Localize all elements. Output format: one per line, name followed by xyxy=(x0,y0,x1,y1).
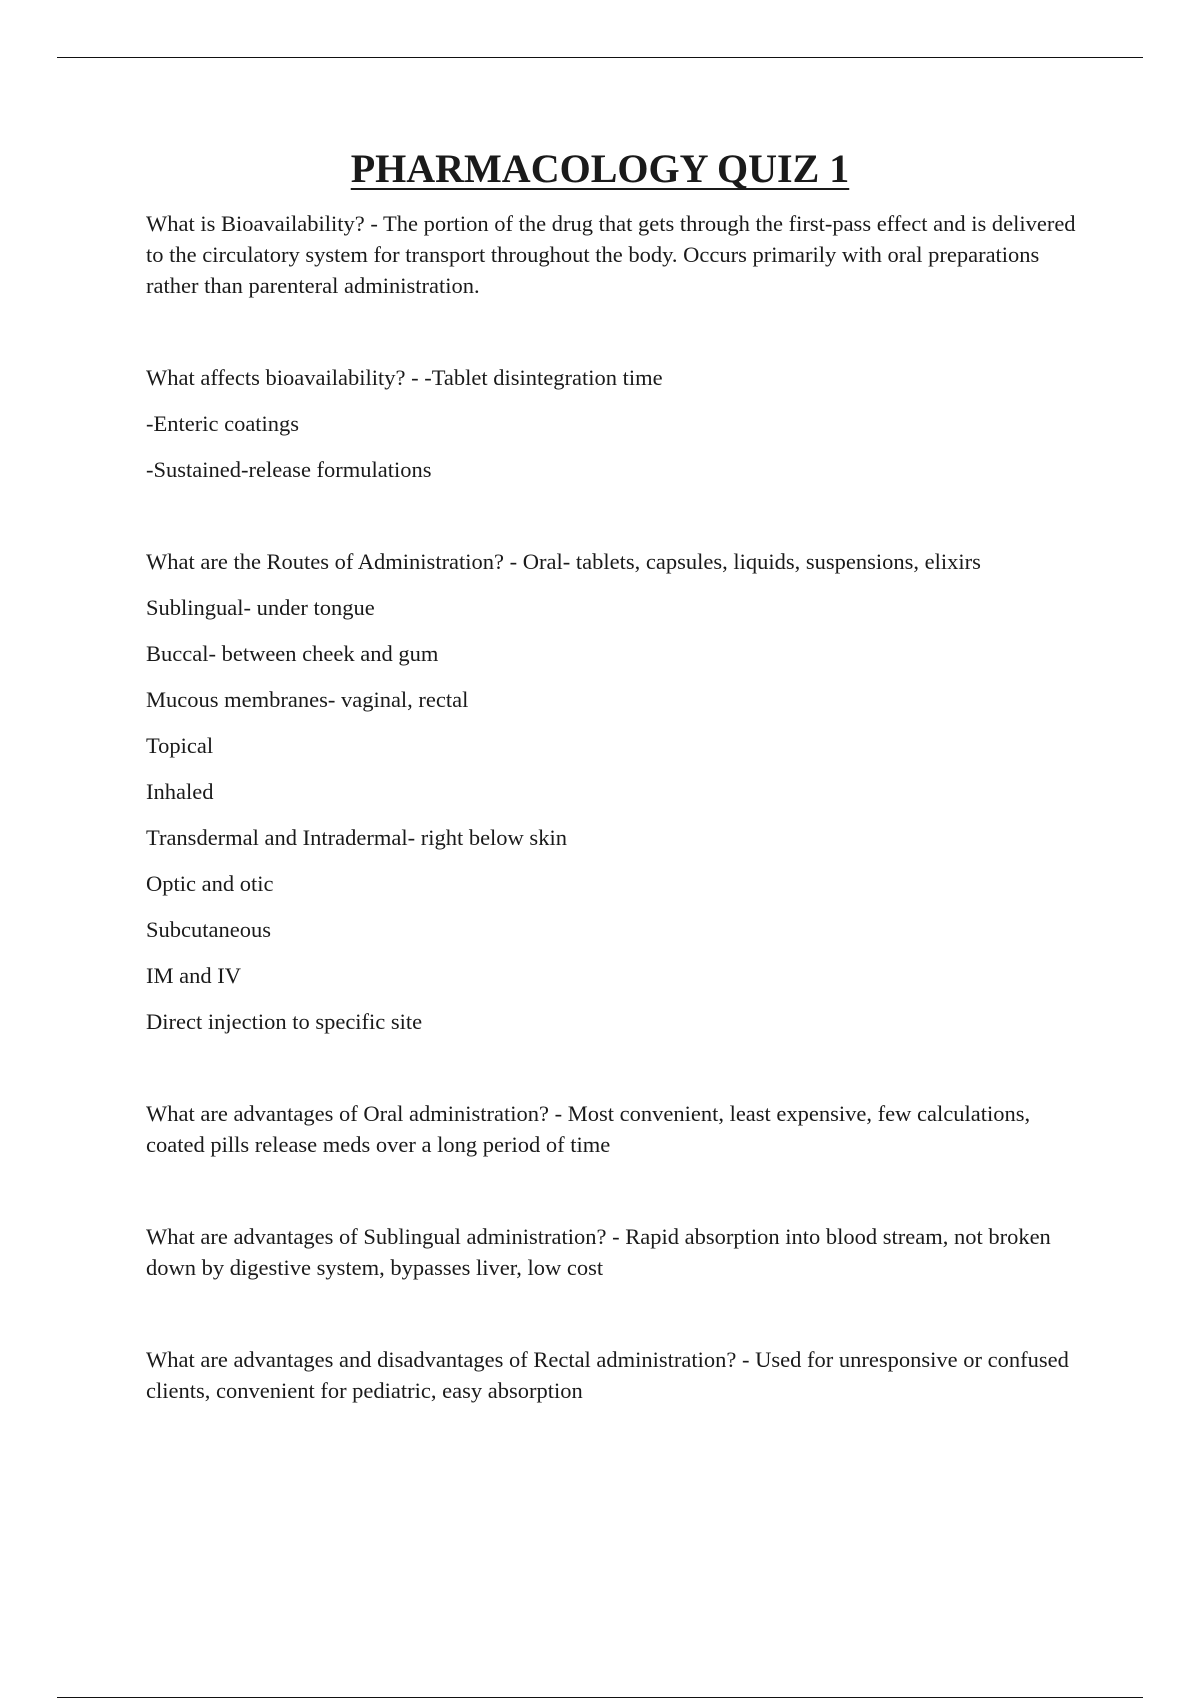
answer-line: Subcutaneous xyxy=(146,917,271,942)
qa-item xyxy=(146,1221,1086,1283)
bottom-rule xyxy=(57,1697,1143,1698)
qa-question-answer: What is Bioavailability? - The portion of the drug that gets through the first-pass effect and is delivered to the circulatory system for transport throughout the body. Occurs primarily with oral preparations rather than parenteral administration. xyxy=(146,211,1076,298)
answer-text: -Tablet disintegration time xyxy=(424,365,663,390)
qa-question-answer: What are advantages of Sublingual administration? - Rapid absorption into blood stream, not broken down by digestive system, bypasses liver, low cost xyxy=(146,1224,1051,1280)
qa-item xyxy=(146,208,1086,301)
question-text: What is Bioavailability? xyxy=(146,211,365,236)
answer-line: Mucous membranes- vaginal, rectal xyxy=(146,687,469,712)
question-text: What are advantages of Oral administration? xyxy=(146,1101,549,1126)
answer-text: Oral- tablets, capsules, liquids, suspensions, elixirs xyxy=(522,549,981,574)
answer-line: -Sustained-release formulations xyxy=(146,457,432,482)
qa-question-answer: What are advantages and disadvantages of Rectal administration? - Used for unresponsive or confused clients, convenient for pediatric, easy absorption xyxy=(146,1347,1069,1403)
answer-line: Buccal- between cheek and gum xyxy=(146,641,439,666)
question-text: What affects bioavailability? xyxy=(146,365,406,390)
question-text: What are advantages of Sublingual administration? xyxy=(146,1224,607,1249)
top-rule xyxy=(57,57,1143,58)
qa-question-answer: What are the Routes of Administration? - Oral- tablets, capsules, liquids, suspensions, elixirs xyxy=(146,549,981,574)
answer-text: Used for unresponsive or confused clients, convenient for pediatric, easy absorption xyxy=(146,1347,1069,1403)
answer-line: -Enteric coatings xyxy=(146,411,300,436)
qa-question-answer: What affects bioavailability? - -Tablet disintegration time xyxy=(146,365,663,390)
qa-item xyxy=(146,362,1086,485)
answer-line: Direct injection to specific site xyxy=(146,1009,423,1034)
qa-list xyxy=(146,208,1086,1406)
page-title: PHARMACOLOGY QUIZ 1 xyxy=(350,146,850,191)
answer-line: Optic and otic xyxy=(146,871,274,896)
answer-text: The portion of the drug that gets through the first-pass effect and is delivered to the circulatory system for transport throughout the body. Occurs primarily with oral preparations rather than parenteral administration. xyxy=(146,211,1076,298)
answer-text: Most convenient, least expensive, few calculations, coated pills release meds over a long period of time xyxy=(146,1101,1031,1157)
answer-line: IM and IV xyxy=(146,963,241,988)
qa-item xyxy=(146,546,1086,1037)
answer-line: Topical xyxy=(146,733,214,758)
answer-line: Sublingual- under tongue xyxy=(146,595,375,620)
answer-line: Transdermal and Intradermal- right below skin xyxy=(146,825,567,850)
qa-question-answer: What are advantages of Oral administration? - Most convenient, least expensive, few calculations, coated pills release meds over a long period of time xyxy=(146,1101,1031,1157)
question-text: What are the Routes of Administration? xyxy=(146,549,505,574)
qa-item xyxy=(146,1098,1086,1160)
question-text: What are advantages and disadvantages of Rectal administration? xyxy=(146,1347,737,1372)
qa-item xyxy=(146,1344,1086,1406)
answer-text: Rapid absorption into blood stream, not broken down by digestive system, bypasses liver, low cost xyxy=(146,1224,1051,1280)
answer-line: Inhaled xyxy=(146,779,214,804)
